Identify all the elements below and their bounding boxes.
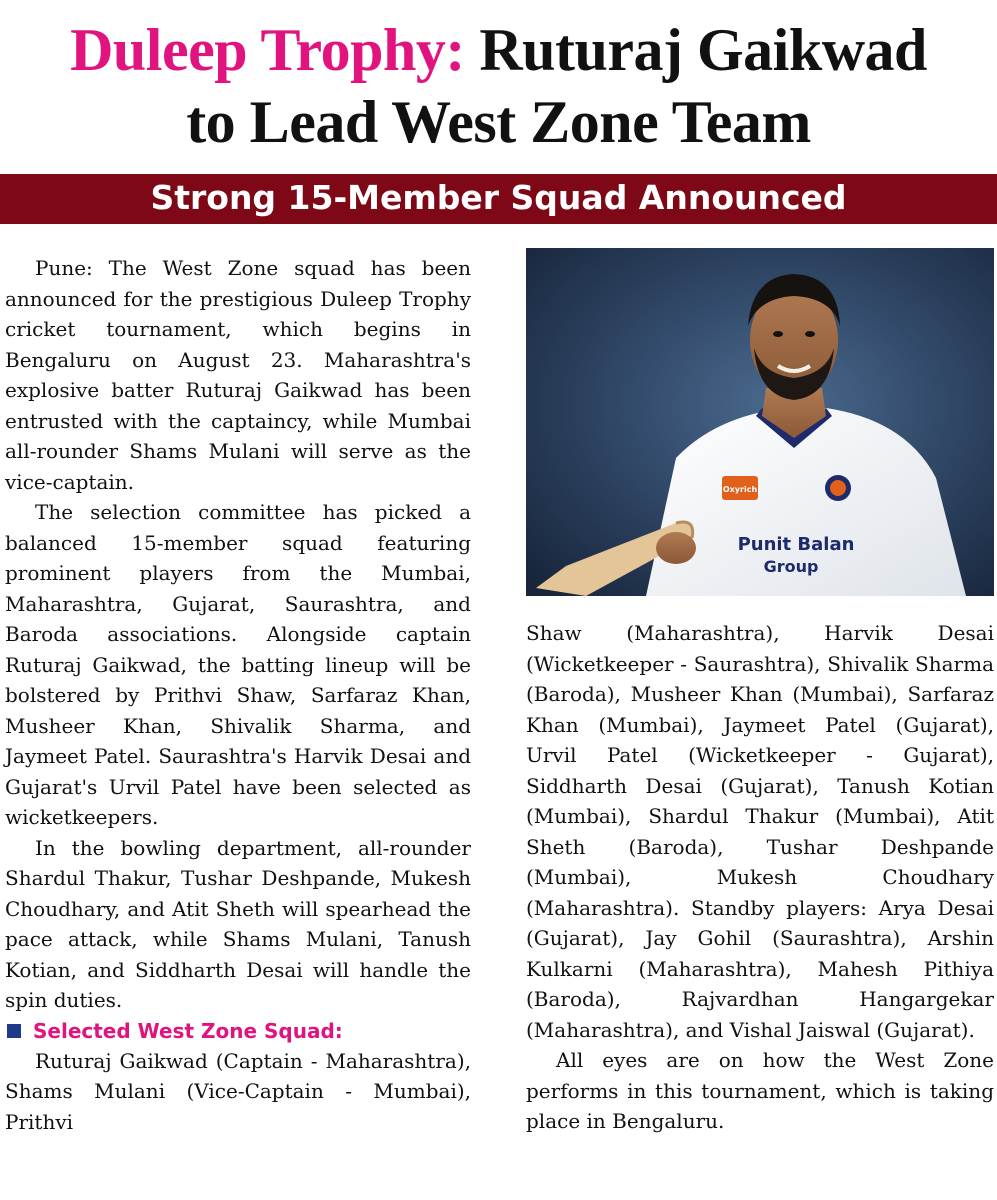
shirt-text-line1: Punit Balan <box>737 534 855 555</box>
paragraph-bowling: In the bowling department, all-rounder Shardul Thakur, Tushar Deshpande, Mukesh Choudhary, and Atit Sheth will spearhead the pace attack, while Shams Mulani, Tanush Kotian, and Siddharth Desai will handle the spin duties. <box>5 835 471 1012</box>
sponsor-badge-text: Oxyrich <box>722 485 758 494</box>
article-column-right <box>526 618 994 1137</box>
player-photo <box>526 248 994 596</box>
paragraph-closing: All eyes are on how the West Zone performs in this tournament, which is taking place in Bengaluru. <box>526 1048 994 1133</box>
paragraph-squad-overview: The selection committee has picked a balanced 15-member squad featuring prominent players from the Mumbai, Maharashtra, Gujarat, Saurashtra, and Baroda associations. Alongside captain Ruturaj Gaikwad, the batting lineup will be bolstered by Prithvi Shaw, Sarfaraz Khan, Musheer Khan, Shivalik Sharma, and Jaymeet Patel. Saurashtra's Harvik Desai and Gujarat's Urvil Patel have been selected as wicketkeepers. <box>5 500 471 829</box>
headline-highlight: Duleep Trophy: <box>70 17 465 83</box>
headline-line2: to Lead West Zone Team <box>186 89 811 155</box>
paragraph-intro: Pune: The West Zone squad has been announced for the prestigious Duleep Trophy cricket tournament, which begins in Bengaluru on August 23. Maharashtra's explosive batter Ruturaj Gaikwad has been entrusted with the captaincy, while Mumbai all-rounder Shams Mulani will serve as the vice-captain. <box>5 256 471 494</box>
headline <box>0 14 997 158</box>
squad-subheading-text: Selected West Zone Squad: <box>33 1018 343 1043</box>
subheadline-banner: Strong 15-Member Squad Announced <box>0 174 997 224</box>
shirt-text-line2: Group <box>763 557 819 576</box>
paragraph-squad-list: Ruturaj Gaikwad (Captain - Maharashtra), Shams Mulani (Vice-Captain - Mumbai), Prithvi <box>5 1048 471 1134</box>
article-column-left <box>5 253 471 1137</box>
square-bullet-icon <box>7 1024 21 1038</box>
squad-subheading <box>5 1016 471 1046</box>
headline-rest: Ruturaj Gaikwad <box>464 17 927 83</box>
paragraph-squad-list-continued: Shaw (Maharashtra), Harvik Desai (Wicketkeeper - Saurashtra), Shivalik Sharma (Baroda), Musheer Khan (Mumbai), Sarfaraz Khan (Mumbai), Jaymeet Patel (Gujarat), Urvil Patel (Wicketkeeper - Gujarat), Siddharth Desai (Gujarat), Tanush Kotian (Mumbai), Shardul Thakur (Mumbai), Atit Sheth (Baroda), Tushar Deshpande (Mumbai), Mukesh Choudhary (Maharashtra). Standby players: Arya Desai (Gujarat), Jay Gohil (Saurashtra), Arshin Kulkarni (Maharashtra), Mahesh Pithiya (Baroda), Rajvardhan Hangargekar (Maharashtra), and Vishal Jaiswal (Gujarat). <box>526 621 994 1042</box>
